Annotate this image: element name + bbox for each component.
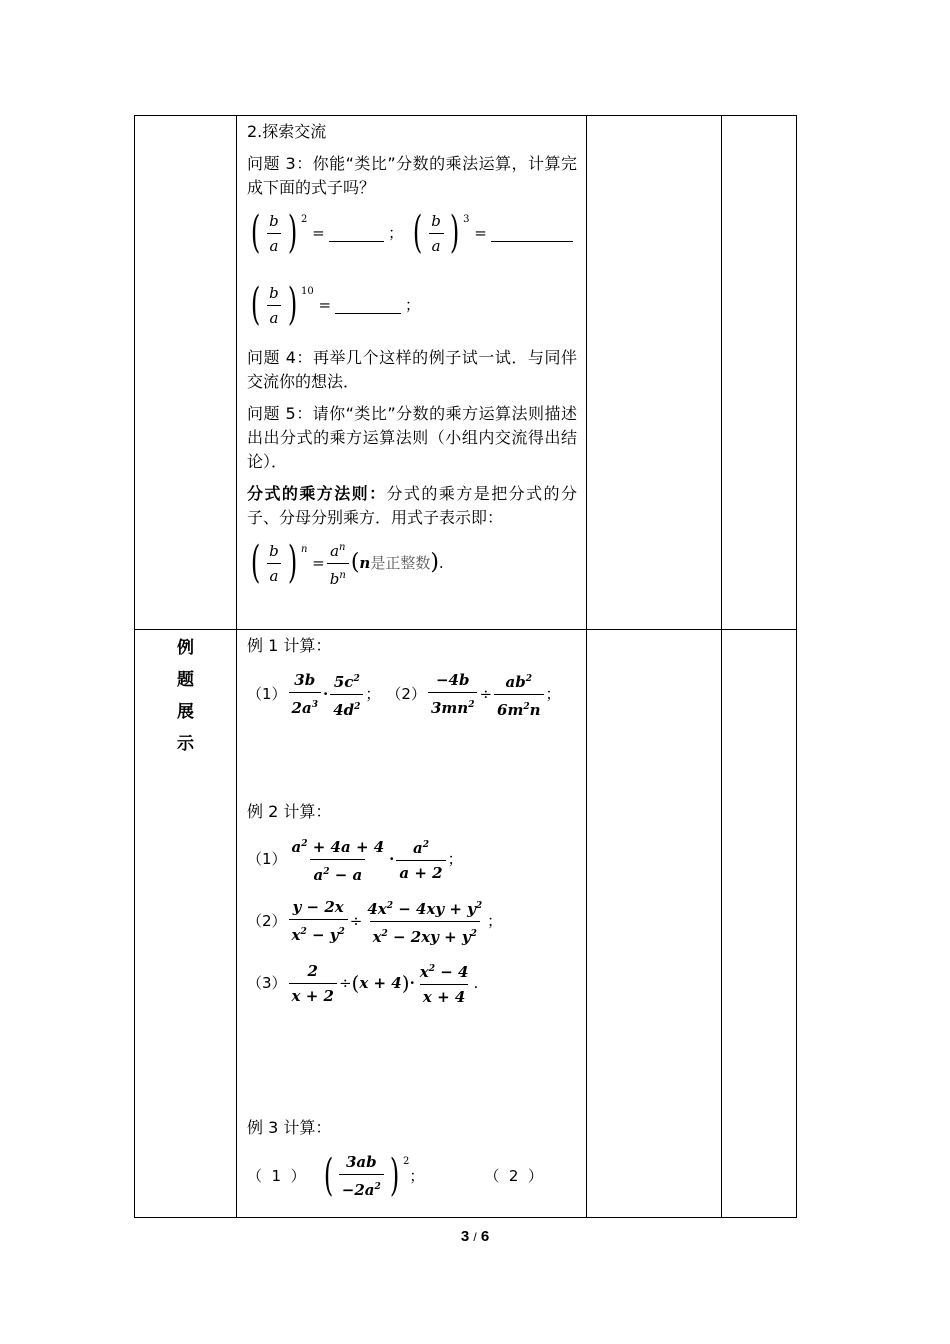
notes-cell — [587, 630, 722, 1218]
power-rule-label: 分式的乘方法则： — [247, 484, 387, 503]
fraction-b-over-a: $\frac{b}{a}$ — [428, 211, 444, 256]
page-separator: / — [473, 1230, 477, 1244]
remarks-cell — [722, 630, 797, 1218]
page-number — [0, 1228, 950, 1245]
example-2-item-1: （1） $\frac{a^2 + 4a + 4}{a^2 - a}$ · $\frac{a^2}{a + 2}$ ； — [247, 837, 463, 884]
example-1-title: 例 1 计算： — [247, 636, 332, 655]
example-3-title: 例 3 计算： — [247, 1118, 332, 1137]
question-4: 问题 4：再举几个这样的例子试一试．与同伴交流你的想法． — [247, 348, 577, 391]
question-5: 问题 5：请你“类比”分数的乘方运算法则描述出出分式的乘方运算法则（小组内交流得出结论）． — [247, 404, 577, 471]
answer-blank — [329, 225, 384, 242]
label-cell-empty — [135, 116, 237, 630]
section-label-char: 题 — [177, 670, 194, 690]
content-cell-explore — [237, 116, 587, 630]
answer-blank — [335, 297, 401, 314]
question-3: 问题 3：你能“类比”分数的乘法运算，计算完成下面的式子吗？ — [247, 154, 577, 197]
page-total: 6 — [480, 1228, 490, 1245]
label-cell-examples — [135, 630, 237, 1218]
power-expression-row-2: ( $\frac{b}{a}$ ) 10 = ； — [250, 279, 421, 330]
example-2-title: 例 2 计算： — [247, 802, 332, 821]
page-current: 3 — [460, 1228, 470, 1245]
power-expression-row-1: ( $\frac{b}{a}$ ) 2 = ； ( $\frac{b}{a}$ ) 3 = — [247, 206, 577, 260]
example-3-expressions: （ 1 ） ( $\frac{3ab}{-2a^2}$ ) 2 ； （ 2 ） — [247, 1150, 543, 1201]
section-heading: 2.探索交流 — [247, 122, 327, 141]
power-rule-text: 分式的乘方是把分式的分子、分母分别乘方．用式子表示即： — [247, 484, 577, 527]
example-2-item-2: （2） $\frac{y - 2x}{x^2 - y^2}$ ÷ $\frac{4x^2 - 4xy + y^2}{x^2 - 2xy + y^2}$ ； — [247, 898, 503, 946]
answer-blank — [491, 225, 573, 242]
fraction-b-over-a: $\frac{b}{a}$ — [266, 211, 282, 256]
section-label-char: 展 — [177, 702, 194, 722]
power-rule-note: 是正整数 — [370, 554, 431, 572]
section-label-char: 例 — [177, 638, 194, 658]
content-cell-examples — [237, 630, 587, 1218]
fraction-b-over-a: $\frac{b}{a}$ — [266, 283, 282, 328]
power-rule-formula: ( $\frac{b}{a}$ ) n = $\frac{a^n}{b^n}$ ( n 是正整数 ) . — [250, 537, 444, 588]
example-1-expressions: （1） $\frac{3b}{2a^3}$ · $\frac{5c^2}{4d^2}$ ； （2） $\frac{-4b}{3mn^2}$ ÷ $\frac{ab^2}{6m^2n}$ ； — [247, 671, 561, 719]
power-rule — [247, 482, 577, 530]
notes-cell — [587, 116, 722, 630]
table-row — [135, 630, 797, 1218]
lesson-table — [134, 115, 797, 1218]
table-row — [135, 116, 797, 630]
example-2-item-3: （3） $\frac{2}{x + 2}$ ÷ ( x + 4 ) · $\frac{x^2 - 4}{x + 4}$ . — [247, 961, 479, 1006]
remarks-cell — [722, 116, 797, 630]
section-label-char: 示 — [177, 734, 194, 754]
